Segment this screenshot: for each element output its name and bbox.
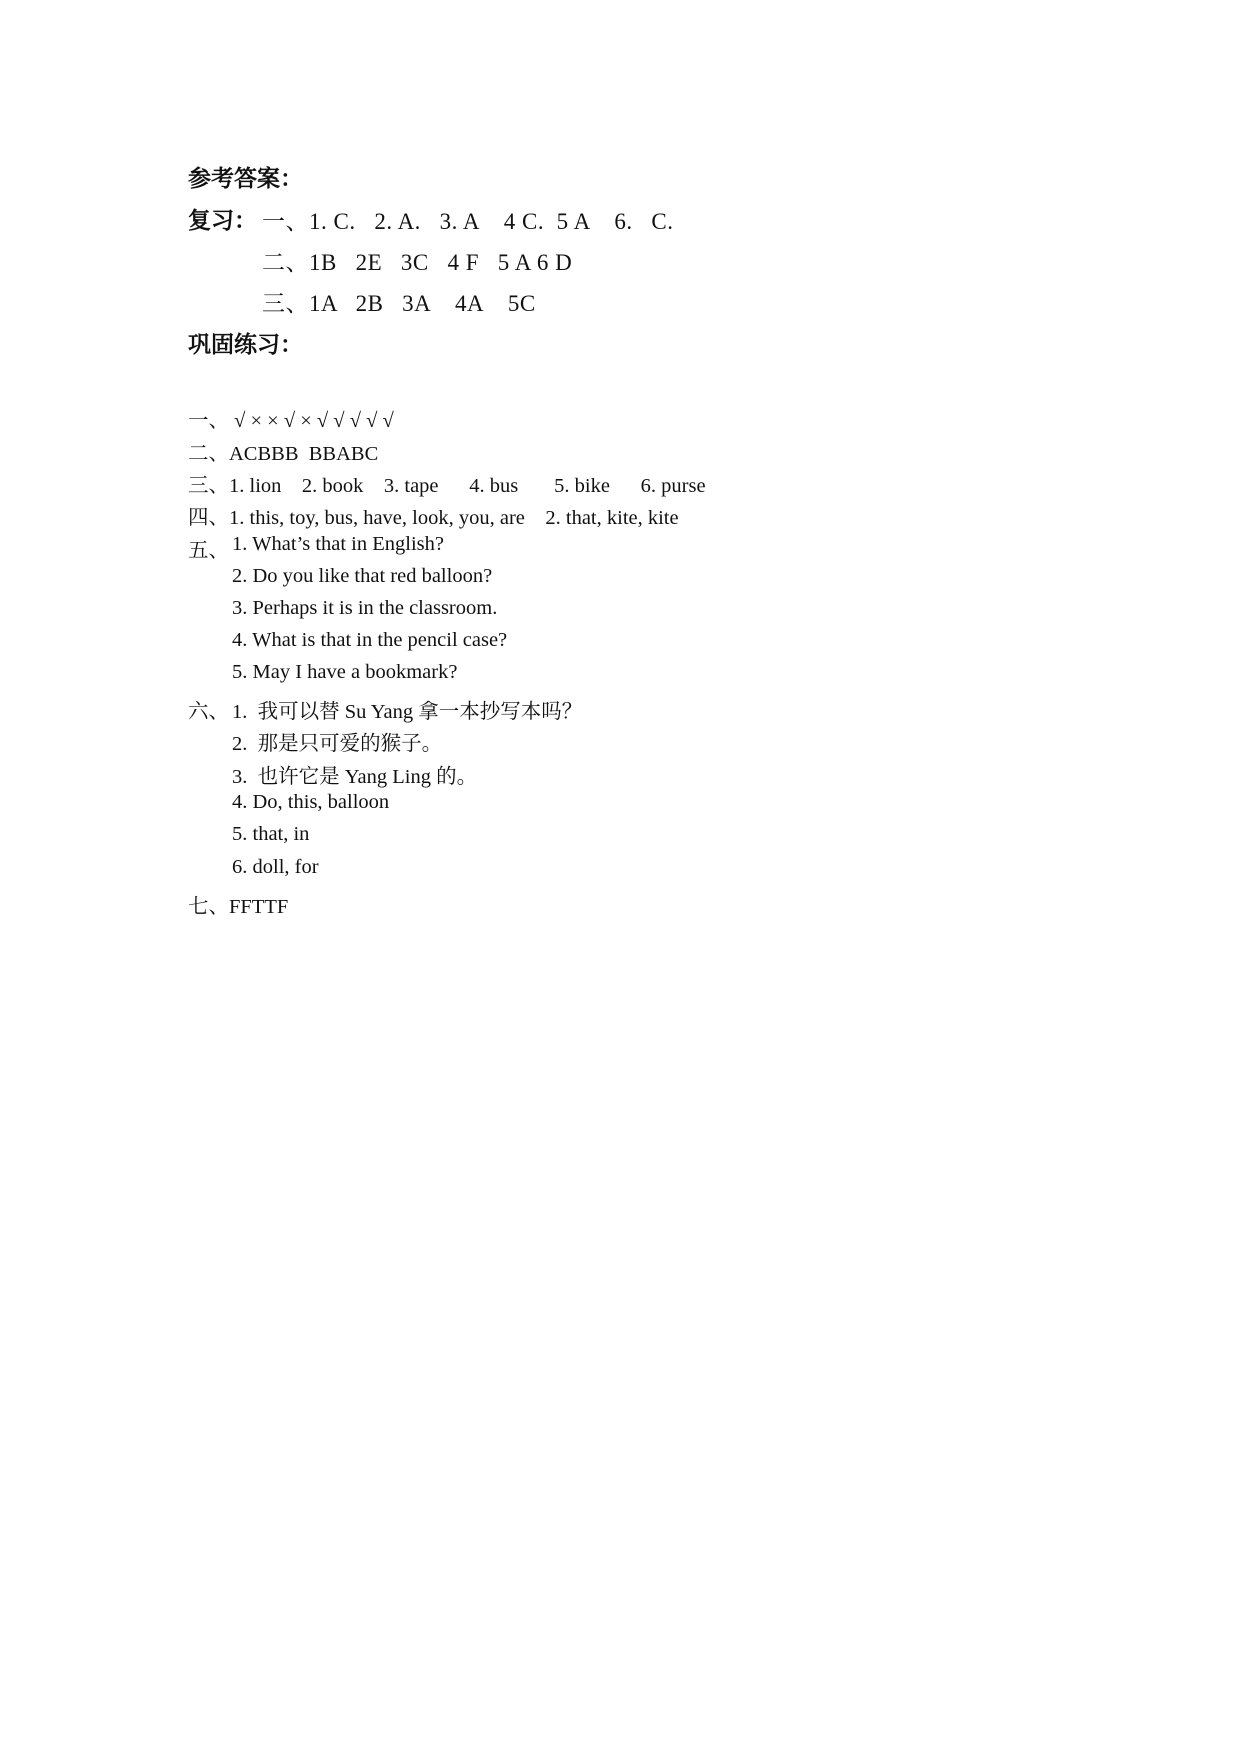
answer-six-item: 2. 那是只可爱的猴子。 (232, 733, 443, 755)
practice-title: 巩固练习： (188, 332, 303, 358)
answer-five-item: 5. May I have a bookmark? (232, 661, 458, 683)
answer-section-four: 四、1. this, toy, bus, have, look, you, are 2. that, kite, kite (188, 507, 679, 529)
answer-six-item: 3. 也许它是 Yang Ling 的。 (232, 766, 478, 788)
answer-section-two: 二、ACBBB BBABC (188, 443, 379, 465)
answer-section-three: 三、1. lion 2. book 3. tape 4. bus 5. bike 6. purse (188, 475, 706, 497)
answer-five-item: 3. Perhaps it is in the classroom. (232, 597, 498, 619)
page-title: 参考答案： (188, 166, 303, 192)
answer-six-item: 5. that, in (232, 823, 310, 845)
review-label: 复习： (188, 208, 257, 234)
answer-section-six-label: 六、 (188, 701, 229, 723)
answer-section-five-label: 五、 (188, 540, 229, 562)
answer-six-item: 1. 我可以替 Su Yang 拿一本抄写本吗？ (232, 701, 583, 723)
answer-six-item: 6. doll, for (232, 856, 319, 878)
review-row-1: 一、1. C. 2. A. 3. A 4 C. 5 A 6. C. (262, 209, 674, 234)
answer-five-item: 4. What is that in the pencil case? (232, 629, 508, 651)
review-row-2: 二、1B 2E 3C 4 F 5 A 6 D (262, 250, 573, 275)
answer-five-item: 1. What’s that in English? (232, 533, 444, 555)
answer-five-item: 2. Do you like that red balloon? (232, 565, 493, 587)
answer-section-seven: 七、FFTTF (188, 896, 289, 918)
review-row-3: 三、1A 2B 3A 4A 5C (262, 291, 536, 316)
answer-section-one: 一、 √ × × √ × √ √ √ √ √ (188, 410, 394, 432)
answer-six-item: 4. Do, this, balloon (232, 791, 390, 813)
